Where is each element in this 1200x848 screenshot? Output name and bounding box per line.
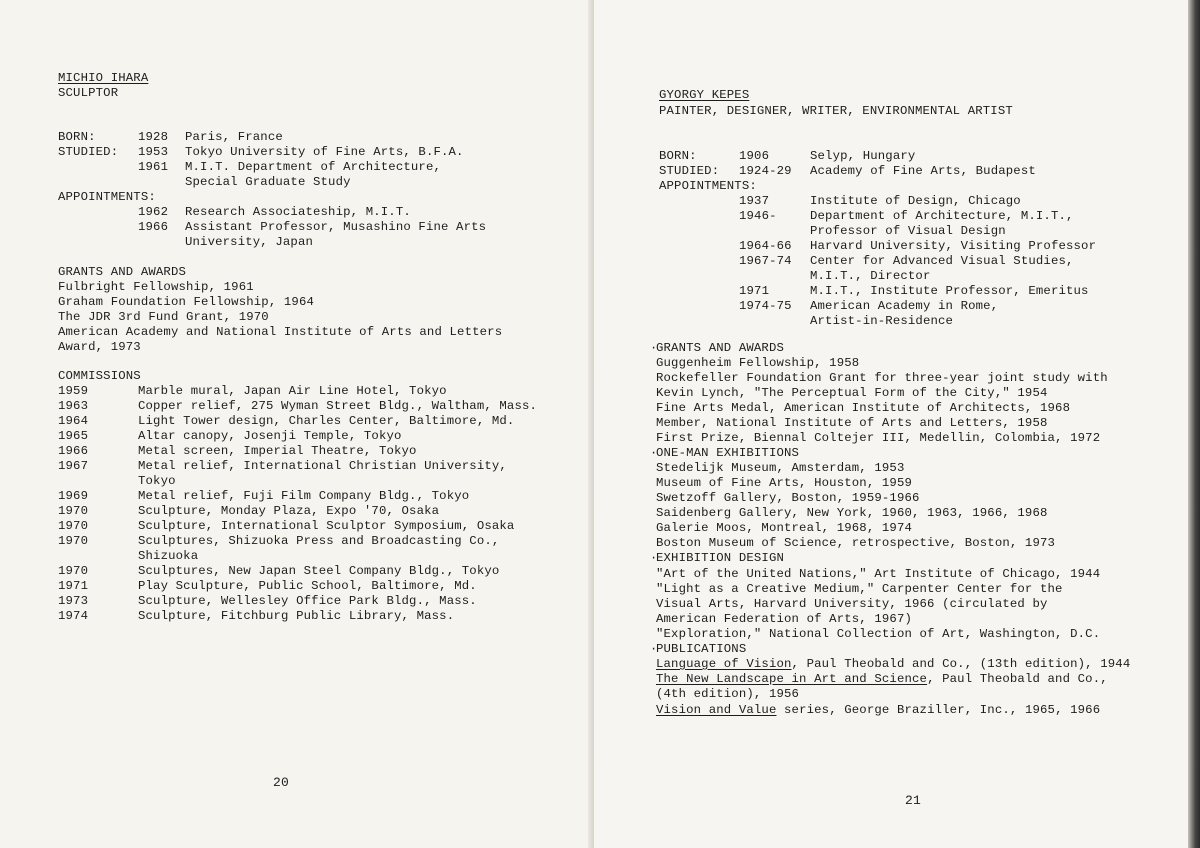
studied-label: STUDIED:	[659, 164, 720, 178]
appointment-entry: Harvard University, Visiting Professor	[810, 239, 1097, 253]
grant-line: Rockefeller Foundation Grant for three-year joint study with	[656, 371, 1108, 385]
design-line: Visual Arts, Harvard University, 1966 (circulated by	[656, 597, 1048, 611]
appointment-entry: Institute of Design, Chicago	[810, 194, 1021, 208]
grant-line: Fine Arts Medal, American Institute of Architects, 1968	[656, 401, 1071, 415]
commissions-heading: COMMISSIONS	[58, 369, 141, 383]
exhibition-line: Museum of Fine Arts, Houston, 1959	[656, 476, 912, 490]
bullet-dot: ·	[650, 551, 658, 565]
commission-year: 1969	[58, 489, 89, 503]
grant-line: Fulbright Fellowship, 1961	[58, 280, 254, 294]
grant-line: Award, 1973	[58, 340, 141, 354]
artist-name: GYORGY KEPES	[659, 88, 750, 102]
grant-line: Guggenheim Fellowship, 1958	[656, 356, 860, 370]
exhibition-line: Saidenberg Gallery, New York, 1960, 1963, 1966, 1968	[656, 506, 1048, 520]
bullet-dot: ·	[650, 341, 658, 355]
design-heading: EXHIBITION DESIGN	[656, 551, 784, 565]
grant-line: The JDR 3rd Fund Grant, 1970	[58, 310, 269, 324]
publication-details: series, George Braziller, Inc., 1965, 1966	[776, 703, 1101, 717]
born-label: BORN:	[58, 130, 96, 144]
commission-entry: Sculpture, Fitchburg Public Library, Mass.	[138, 609, 455, 623]
exhibitions-heading: ONE-MAN EXHIBITIONS	[656, 446, 800, 460]
design-line: "Light as a Creative Medium," Carpenter Center for the	[656, 582, 1063, 596]
commission-entry: Sculptures, Shizuoka Press and Broadcasting Co.,	[138, 534, 500, 548]
publication-line	[656, 657, 1130, 672]
appointment-entry: Center for Advanced Visual Studies,	[810, 254, 1074, 268]
commission-year: 1970	[58, 534, 89, 548]
appointment-year: 1946-	[739, 209, 777, 223]
publication-title: Vision and Value	[656, 703, 777, 717]
publications-heading: PUBLICATIONS	[656, 642, 747, 656]
publication-details: , Paul Theobald and Co., (13th edition), 1944	[791, 657, 1131, 671]
commission-entry: Sculpture, Monday Plaza, Expo '70, Osaka	[138, 504, 440, 518]
born-place: Selyp, Hungary	[810, 149, 916, 163]
commission-entry: Metal screen, Imperial Theatre, Tokyo	[138, 444, 417, 458]
appointment-year: 1967-74	[739, 254, 792, 268]
appointment-entry-cont: M.I.T., Director	[810, 269, 931, 283]
publication-line	[656, 703, 1100, 718]
born-year: 1928	[138, 130, 169, 144]
commission-year: 1970	[58, 504, 89, 518]
right-page	[594, 0, 1190, 848]
appointment-entry: Research Associateship, M.I.T.	[185, 205, 411, 219]
appointment-year: 1964-66	[739, 239, 792, 253]
commission-entry: Marble mural, Japan Air Line Hotel, Tokyo	[138, 384, 447, 398]
grants-heading: GRANTS AND AWARDS	[58, 265, 186, 279]
commission-year: 1963	[58, 399, 89, 413]
appointment-year: 1966	[138, 220, 169, 234]
publication-title: The New Landscape in Art and Science	[656, 672, 928, 686]
commission-entry: Sculpture, Wellesley Office Park Bldg., Mass.	[138, 594, 477, 608]
appointment-entry: Assistant Professor, Musashino Fine Arts	[185, 220, 487, 234]
publication-title: Language of Vision	[656, 657, 792, 671]
grant-line: First Prize, Biennal Coltejer III, Medellin, Colombia, 1972	[656, 431, 1101, 445]
appointment-entry: Department of Architecture, M.I.T.,	[810, 209, 1074, 223]
studied-label: STUDIED:	[58, 145, 119, 159]
commission-year: 1959	[58, 384, 89, 398]
appointment-year: 1962	[138, 205, 169, 219]
page-number: 21	[905, 793, 921, 808]
commission-entry: Copper relief, 275 Wyman Street Bldg., Waltham, Mass.	[138, 399, 538, 413]
appointment-year: 1971	[739, 284, 770, 298]
page-edge-shadow	[1188, 0, 1200, 848]
commission-entry: Metal relief, International Christian University,	[138, 459, 507, 473]
commission-year: 1967	[58, 459, 89, 473]
exhibition-line: Swetzoff Gallery, Boston, 1959-1966	[656, 491, 920, 505]
artist-title: PAINTER, DESIGNER, WRITER, ENVIRONMENTAL ARTIST	[659, 104, 1013, 118]
grant-line: Kevin Lynch, "The Perceptual Form of the City," 1954	[656, 386, 1048, 400]
design-line: American Federation of Arts, 1967)	[656, 612, 912, 626]
design-line: "Exploration," National Collection of Art, Washington, D.C.	[656, 627, 1101, 641]
appointments-label: APPOINTMENTS:	[58, 190, 156, 204]
grants-heading: GRANTS AND AWARDS	[656, 341, 784, 355]
commission-entry: Metal relief, Fuji Film Company Bldg., Tokyo	[138, 489, 470, 503]
appointment-year: 1974-75	[739, 299, 792, 313]
studied-year: 1953	[138, 145, 169, 159]
commission-entry: Altar canopy, Josenji Temple, Tokyo	[138, 429, 402, 443]
page-number: 20	[273, 775, 289, 790]
exhibition-line: Boston Museum of Science, retrospective, Boston, 1973	[656, 536, 1056, 550]
publication-details: , Paul Theobald and Co.,	[927, 672, 1108, 686]
commission-entry: Light Tower design, Charles Center, Baltimore, Md.	[138, 414, 515, 428]
design-line: "Art of the United Nations," Art Institute of Chicago, 1944	[656, 567, 1101, 581]
commission-year: 1974	[58, 609, 89, 623]
appointment-entry-cont: Artist-in-Residence	[810, 314, 954, 328]
publication-line	[656, 672, 1108, 687]
commission-year: 1971	[58, 579, 89, 593]
commission-entry-cont: Shizuoka	[138, 549, 199, 563]
born-year: 1906	[739, 149, 770, 163]
appointment-entry-cont: Professor of Visual Design	[810, 224, 1006, 238]
artist-title: SCULPTOR	[58, 86, 119, 100]
commission-year: 1970	[58, 519, 89, 533]
left-page	[0, 0, 594, 848]
appointment-entry: American Academy in Rome,	[810, 299, 999, 313]
studied-year: 1924-29	[739, 164, 792, 178]
studied-year: 1961	[138, 160, 169, 174]
born-label: BORN:	[659, 149, 697, 163]
bullet-dot: ·	[650, 642, 658, 656]
exhibition-line: Stedelijk Museum, Amsterdam, 1953	[656, 461, 905, 475]
appointment-entry-cont: University, Japan	[185, 235, 313, 249]
bullet-dot: ·	[650, 446, 658, 460]
born-place: Paris, France	[185, 130, 283, 144]
artist-name: MICHIO IHARA	[58, 71, 149, 85]
commission-entry-cont: Tokyo	[138, 474, 176, 488]
publication-line-cont: (4th edition), 1956	[656, 687, 800, 701]
appointment-entry: M.I.T., Institute Professor, Emeritus	[810, 284, 1089, 298]
commission-year: 1970	[58, 564, 89, 578]
commission-year: 1965	[58, 429, 89, 443]
appointment-year: 1937	[739, 194, 770, 208]
studied-place: Academy of Fine Arts, Budapest	[810, 164, 1036, 178]
commission-entry: Sculptures, New Japan Steel Company Bldg., Tokyo	[138, 564, 500, 578]
studied-entry: Tokyo University of Fine Arts, B.F.A.	[185, 145, 464, 159]
grant-line: Member, National Institute of Arts and Letters, 1958	[656, 416, 1048, 430]
commission-entry: Sculpture, International Sculptor Symposium, Osaka	[138, 519, 515, 533]
commission-year: 1964	[58, 414, 89, 428]
appointments-label: APPOINTMENTS:	[659, 179, 757, 193]
grant-line: Graham Foundation Fellowship, 1964	[58, 295, 314, 309]
exhibition-line: Galerie Moos, Montreal, 1968, 1974	[656, 521, 912, 535]
commission-year: 1966	[58, 444, 89, 458]
studied-entry: M.I.T. Department of Architecture,	[185, 160, 441, 174]
grant-line: American Academy and National Institute of Arts and Letters	[58, 325, 503, 339]
commission-entry: Play Sculpture, Public School, Baltimore, Md.	[138, 579, 477, 593]
studied-entry-cont: Special Graduate Study	[185, 175, 351, 189]
commission-year: 1973	[58, 594, 89, 608]
